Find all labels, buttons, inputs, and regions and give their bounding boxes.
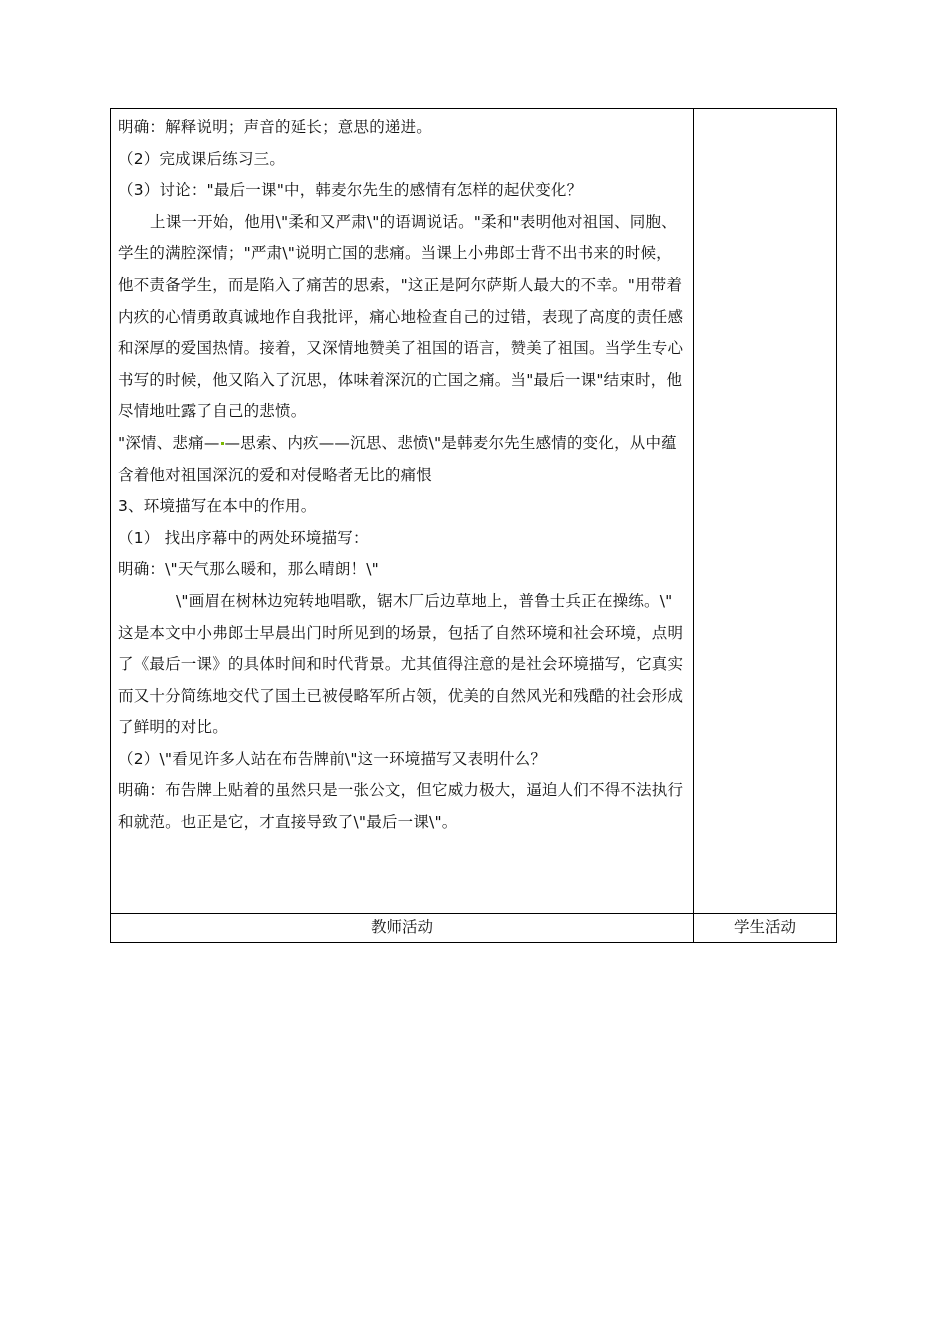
teacher-activity-header xyxy=(111,914,694,943)
emotion-summary-part-1: "深情、悲痛— xyxy=(118,433,220,452)
student-activity-header xyxy=(694,914,837,943)
highlight-marker xyxy=(221,442,224,445)
subtask-2-answer: 明确：布告牌上贴着的虽然只是一张公文，但它威力极大，逼迫人们不得不法执行和就范。也正是它，才直接导致了\"最后一课\"。 xyxy=(118,781,684,832)
lesson-table xyxy=(110,108,837,943)
task-line-2: （2）完成课后练习三。 xyxy=(118,149,286,168)
student-content-cell xyxy=(694,109,837,914)
discussion-answer-paragraph: 上课一开始，他用\"柔和又严肃\"的语调说话。"柔和"表明他对祖国、同胞、学生的满腔深情；"严肃\"说明亡国的悲痛。当课上小弗郎士背不出书来的时候，他不责备学生，而是陷入了痛苦的思索，"这正是阿尔萨斯人最大的不幸。"用带着内疚的心情勇敢真诚地作自我批评，痛心地检查自己的过错，表现了高度的责任感和深厚的爱国热情。接着，又深情地赞美了祖国的语言，赞美了祖国。当学生专心书写的时候，他又陷入了沉思，体味着深沉的亡国之痛。当"最后一课"结束时，他尽情地吐露了自己的悲愤。 xyxy=(118,212,684,421)
student-activity-label: 学生活动 xyxy=(733,918,796,936)
footer-row xyxy=(111,914,837,943)
answer-quote-1: 明确：\"天气那么暖和，那么晴朗！\" xyxy=(118,560,380,579)
environment-analysis-paragraph: 这是本文中小弗郎士早晨出门时所见到的场景，包括了自然环境和社会环境，点明了《最后一课》的具体时间和时代背景。尤其值得注意的是社会环境描写，它真实而又十分简练地交代了国土已被侵略军所占领，优美的自然风光和残酷的社会形成了鲜明的对比。 xyxy=(118,623,684,737)
discussion-question: （3）讨论："最后一课"中，韩麦尔先生的感情有怎样的起伏变化？ xyxy=(118,181,583,200)
teacher-content-cell xyxy=(111,109,694,914)
content-row xyxy=(111,109,837,914)
lesson-content xyxy=(111,109,693,839)
emotion-summary-paragraph xyxy=(118,428,685,491)
answer-quote-2: \"画眉在树林边宛转地唱歌，锯木厂后边草地上，普鲁士兵正在操练。\" xyxy=(176,591,673,610)
teacher-activity-label: 教师活动 xyxy=(370,918,433,936)
subtask-2: （2）\"看见许多人站在布告牌前\"这一环境描写又表明什么？ xyxy=(118,749,547,768)
answer-line-1: 明确：解释说明；声音的延长；意思的递进。 xyxy=(118,118,433,136)
subtask-1: （1） 找出序幕中的两处环境描写： xyxy=(118,528,369,547)
emotion-summary-part-2: —思索、内疚——沉思、悲愤\"是韩麦尔先生感情的变化，从中蕴含着他对祖国深沉的爱和对侵略者无比的痛恨 xyxy=(118,433,677,484)
section-heading-3: 3、环境描写在本中的作用。 xyxy=(118,497,317,516)
